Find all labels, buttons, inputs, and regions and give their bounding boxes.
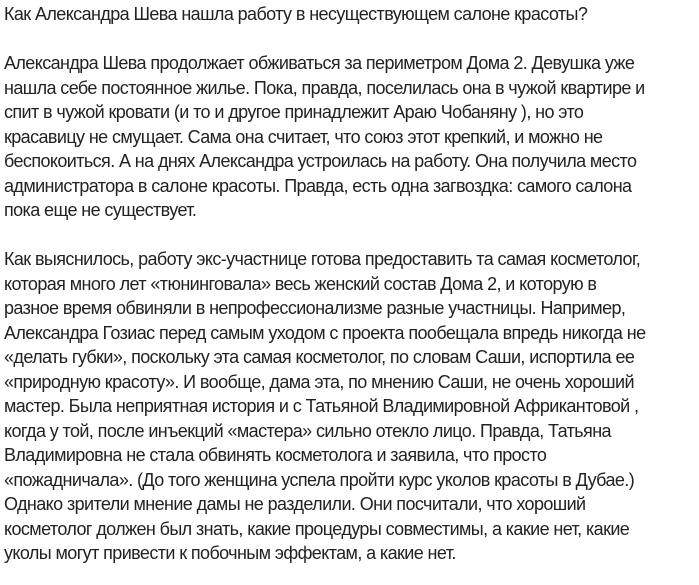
text-line: когда у той, после инъекций «мастера» сильно отекло лицо. Правда, Татьяна	[4, 420, 611, 441]
text-line: мастер. Была неприятная история и с Татьяной Владимировной Африкантовой ,	[4, 396, 639, 416]
text-line: спит в чужой кровати (и то и другое принадлежит Араю Чобаняну ), но это	[4, 102, 584, 122]
article	[4, 2, 646, 566]
paragraph-1	[4, 51, 646, 223]
text-line: разное время обвиняли в непрофессионализме разные участницы. Например,	[4, 298, 626, 318]
text-line: уколы могут привести к побочным эффектам, а какие нет.	[4, 543, 456, 563]
text-line: «пожадничала». (До того женщина успела пройти курс уколов красоты в Дубае.)	[4, 469, 635, 490]
text-line: красавицу не смущает. Сама она считает, что союз этот крепкий, и можно не	[4, 126, 603, 147]
paragraph-2	[4, 247, 646, 566]
text-line: нашла себе постоянное жилье. Пока, правда, поселилась она в чужой квартире и	[4, 77, 645, 98]
text-line: Однако зрители мнение дамы не разделили. Они посчитали, что хороший	[4, 494, 586, 514]
text-line: «природную красоту». И вообще, дама эта, по мнению Саши, не очень хороший	[4, 371, 634, 392]
text-line: «делать губки», поскольку эта самая косметолог, по словам Саши, испортила ее	[4, 347, 635, 367]
article-title: Как Александра Шева нашла работу в несуществующем салоне красоты?	[4, 4, 588, 24]
text-line: Александра Гозиас перед самым уходом с проекта пообещала впредь никогда не	[4, 322, 646, 343]
text-line: пока еще не существует.	[4, 200, 197, 220]
text-line: косметолог должен был знать, какие процедуры совместимы, а какие нет, какие	[4, 518, 630, 539]
text-line: администратора в салоне красоты. Правда, есть одна загвоздка: самого салона	[4, 175, 632, 196]
text-line: которая много лет «тюнинговала» весь женский состав Дома 2, и которую в	[4, 273, 597, 294]
text-line: беспокоиться. А на днях Александра устроилась на работу. Она получила место	[4, 151, 637, 171]
text-line: Как выяснилось, работу экс-участнице готова предоставить та самая косметолог,	[4, 249, 641, 269]
text-line: Владимировна не стала обвинять косметолога и заявила, что просто	[4, 445, 547, 465]
text-line: Александра Шева продолжает обживаться за периметром Дома 2. Девушка уже	[4, 53, 635, 73]
